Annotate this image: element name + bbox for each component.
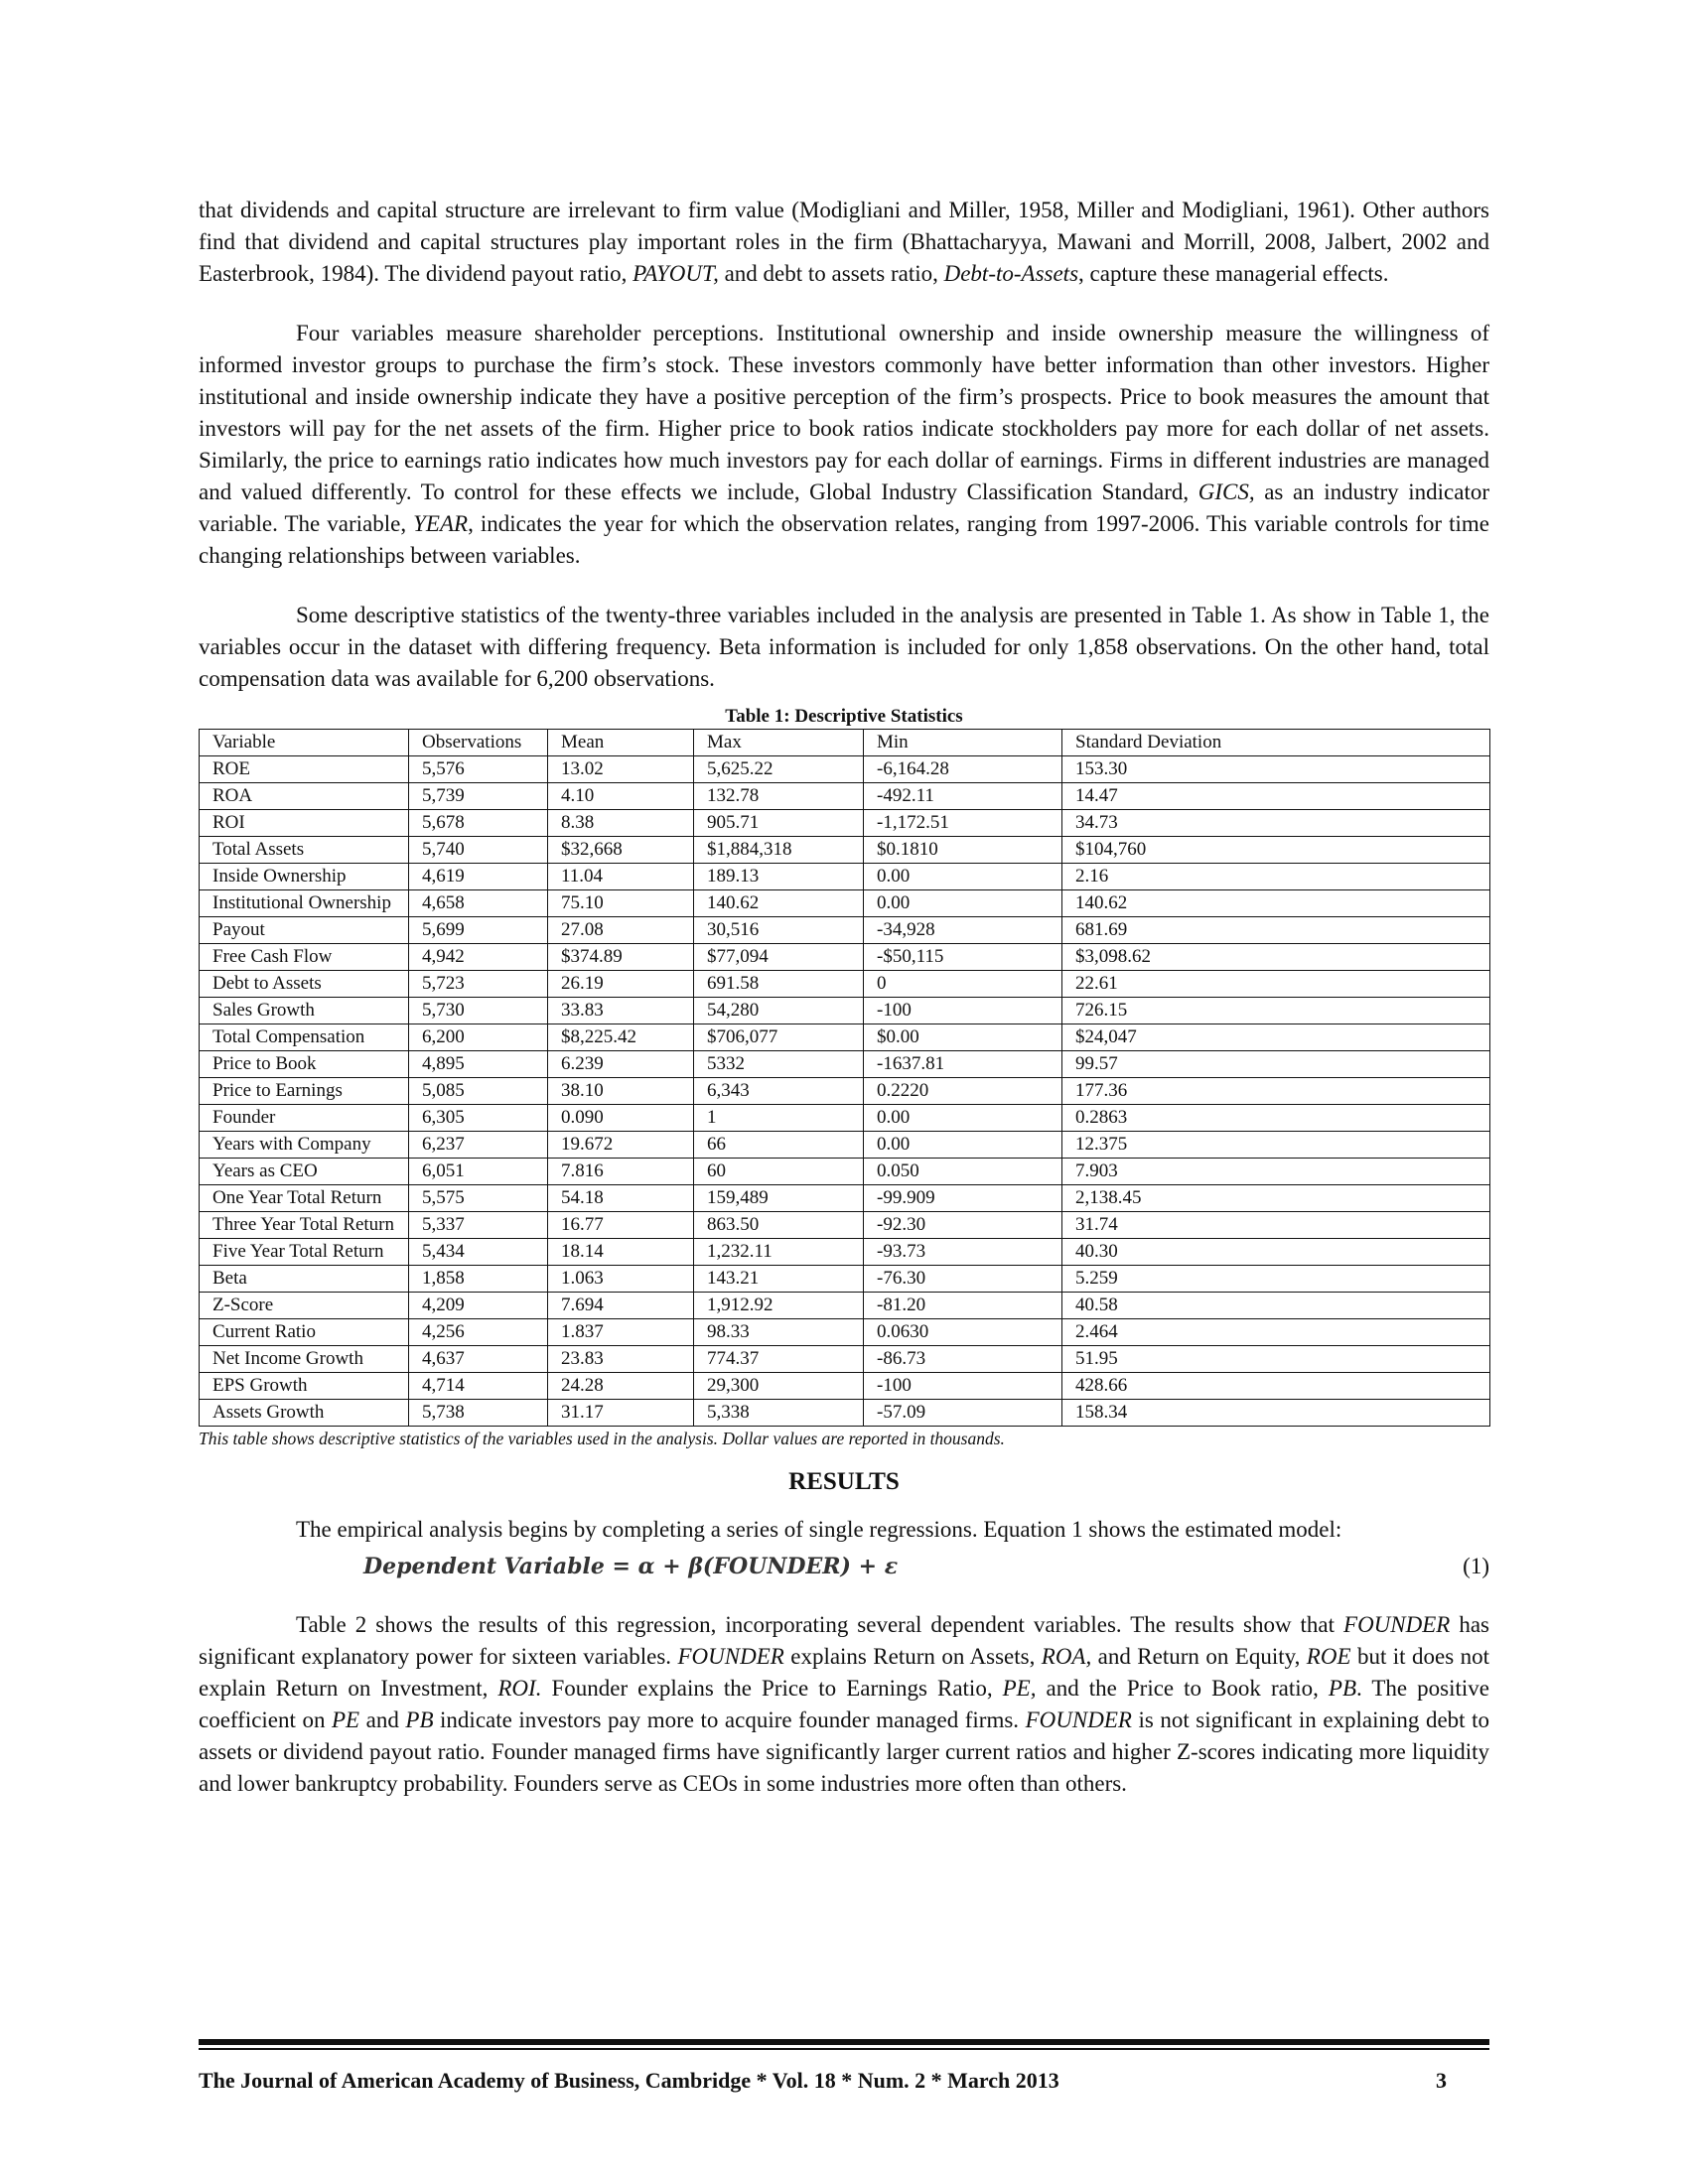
stat-cell: 5,730 [409, 998, 548, 1024]
stat-cell: 5,739 [409, 783, 548, 810]
stat-cell: 0.2863 [1062, 1105, 1490, 1132]
stat-cell: 75.10 [548, 890, 694, 917]
table-row [200, 1346, 1490, 1373]
table-row [200, 1185, 1490, 1212]
stat-cell: 98.33 [694, 1319, 864, 1346]
stat-cell: $24,047 [1062, 1024, 1490, 1051]
variable-name-cell: Assets Growth [200, 1400, 409, 1427]
variable-name-cell: Price to Earnings [200, 1078, 409, 1105]
stat-cell: 5.259 [1062, 1266, 1490, 1293]
column-header: Variable [200, 730, 409, 756]
table-row [200, 1400, 1490, 1427]
table-row [200, 1212, 1490, 1239]
stat-cell: 30,516 [694, 917, 864, 944]
stat-cell: 16.77 [548, 1212, 694, 1239]
stat-cell: 1,232.11 [694, 1239, 864, 1266]
stat-cell: 4,942 [409, 944, 548, 971]
italic-term: FOUNDER [1025, 1707, 1132, 1732]
results-paragraph [199, 1609, 1489, 1800]
italic-term: FOUNDER [677, 1644, 784, 1669]
table-row [200, 1239, 1490, 1266]
variable-name-cell: Three Year Total Return [200, 1212, 409, 1239]
text-run: but it does not explain Return on Investment, [199, 1644, 1489, 1701]
stat-cell: 13.02 [548, 756, 694, 783]
body-paragraphs [199, 195, 1489, 695]
column-header: Max [694, 730, 864, 756]
variable-name-cell: Years with Company [200, 1132, 409, 1159]
text-run: is not significant in explaining debt to assets or dividend payout ratio. Founder managed firms have significantly larger current ratios and higher Z-scores indicating more liquidity and lower bankruptcy probability. Founders serve as CEOs in some industries more often than others. [199, 1707, 1489, 1796]
stat-cell: 54,280 [694, 998, 864, 1024]
italic-term: PE, [1002, 1676, 1037, 1701]
stat-cell: 34.73 [1062, 810, 1490, 837]
text-run: has significant explanatory power for sixteen variables. [199, 1612, 1489, 1669]
stat-cell: 31.17 [548, 1400, 694, 1427]
stat-cell: 6,343 [694, 1078, 864, 1105]
stat-cell: 863.50 [694, 1212, 864, 1239]
stat-cell: 5,576 [409, 756, 548, 783]
variable-name-cell: Beta [200, 1266, 409, 1293]
stat-cell: 1,858 [409, 1266, 548, 1293]
stat-cell: -93.73 [864, 1239, 1062, 1266]
stat-cell: -1637.81 [864, 1051, 1062, 1078]
column-header: Mean [548, 730, 694, 756]
stat-cell: 0.2220 [864, 1078, 1062, 1105]
stat-cell: -1,172.51 [864, 810, 1062, 837]
stat-cell: 4.10 [548, 783, 694, 810]
variable-name-cell: Payout [200, 917, 409, 944]
stat-cell: 8.38 [548, 810, 694, 837]
stat-cell: 0.00 [864, 1132, 1062, 1159]
column-header: Standard Deviation [1062, 730, 1490, 756]
stat-cell: 99.57 [1062, 1051, 1490, 1078]
table-row [200, 837, 1490, 864]
italic-term: Debt-to-Assets [943, 261, 1079, 286]
table-row [200, 1319, 1490, 1346]
stat-cell: 11.04 [548, 864, 694, 890]
stat-cell: 29,300 [694, 1373, 864, 1400]
variable-name-cell: EPS Growth [200, 1373, 409, 1400]
journal-footer: The Journal of American Academy of Business, Cambridge * Vol. 18 * Num. 2 * March 2013 [199, 2068, 1059, 2093]
stat-cell: 24.28 [548, 1373, 694, 1400]
table-header-row [200, 730, 1490, 756]
stat-cell: 4,637 [409, 1346, 548, 1373]
stat-cell: -86.73 [864, 1346, 1062, 1373]
stat-cell: -99.909 [864, 1185, 1062, 1212]
stat-cell: 681.69 [1062, 917, 1490, 944]
table-row [200, 998, 1490, 1024]
italic-term: ROI. [497, 1676, 542, 1701]
table-row [200, 971, 1490, 998]
page-number: 3 [1436, 2068, 1447, 2093]
stat-cell: 33.83 [548, 998, 694, 1024]
stat-cell: -100 [864, 998, 1062, 1024]
stat-cell: 159,489 [694, 1185, 864, 1212]
stat-cell: -57.09 [864, 1400, 1062, 1427]
text-run: as an industry indicator variable. The variable, [199, 479, 1489, 536]
stat-cell: $8,225.42 [548, 1024, 694, 1051]
table-row [200, 1159, 1490, 1185]
stat-cell: -6,164.28 [864, 756, 1062, 783]
variable-name-cell: Years as CEO [200, 1159, 409, 1185]
italic-term: FOUNDER [1343, 1612, 1451, 1637]
stat-cell: -$50,115 [864, 944, 1062, 971]
section-heading-results: RESULTS [788, 1468, 900, 1495]
stat-cell: 31.74 [1062, 1212, 1490, 1239]
italic-term: GICS, [1197, 479, 1255, 504]
stat-cell: 2.464 [1062, 1319, 1490, 1346]
stat-cell: 19.672 [548, 1132, 694, 1159]
stat-cell: 5,575 [409, 1185, 548, 1212]
stat-cell: 140.62 [1062, 890, 1490, 917]
stat-cell: 5,085 [409, 1078, 548, 1105]
table-row [200, 1266, 1490, 1293]
variable-name-cell: Total Assets [200, 837, 409, 864]
stat-cell: 143.21 [694, 1266, 864, 1293]
stat-cell: -100 [864, 1373, 1062, 1400]
stat-cell: 14.47 [1062, 783, 1490, 810]
stat-cell: 1.837 [548, 1319, 694, 1346]
variable-name-cell: ROE [200, 756, 409, 783]
variable-name-cell: Current Ratio [200, 1319, 409, 1346]
equation-number: (1) [1463, 1554, 1489, 1578]
text-run: , indicates the year for which the observation relates, ranging from 1997-2006. This variable controls for time changing relationships between variables. [199, 511, 1489, 568]
stat-cell: 158.34 [1062, 1400, 1490, 1427]
variable-name-cell: Free Cash Flow [200, 944, 409, 971]
stat-cell: 22.61 [1062, 971, 1490, 998]
text-run: Four variables measure shareholder perceptions. Institutional ownership and inside ownership measure the willingness of informed investor groups to purchase the firm’s stock. These investors commonly have better information than other investors. Higher institutional and inside ownership indicate they have a positive perception of the firm’s prospects. Price to book measures the amount that investors will pay for the net assets of the firm. Higher price to book ratios indicate stockholders pay more for each dollar of net assets. Similarly, the price to earnings ratio indicates how much investors pay for each dollar of earnings. Firms in different industries are managed and valued differently. To control for these effects we include, Global Industry Classification Standard, [199, 321, 1489, 504]
text-run: that dividends and capital structure are irrelevant to firm value (Modigliani and Miller, 1958, Miller and Modigliani, 1961). Other authors find that dividend and capital structures play important roles in the firm (Bhattacharyya, Mawani and Morrill, 2008, Jalbert, 2002 and Easterbrook, 1984). The dividend payout ratio, [199, 198, 1489, 286]
stat-cell: 7.816 [548, 1159, 694, 1185]
variable-name-cell: Sales Growth [200, 998, 409, 1024]
text-run: Table 2 shows the results of this regression, incorporating several dependent variables. The results show that [296, 1612, 1344, 1637]
stat-cell: 5,723 [409, 971, 548, 998]
stat-cell: 726.15 [1062, 998, 1490, 1024]
table-body [200, 756, 1490, 1427]
text-run: explains Return on Assets, [783, 1644, 1042, 1669]
stat-cell: $706,077 [694, 1024, 864, 1051]
stat-cell: 4,895 [409, 1051, 548, 1078]
body-paragraph [199, 195, 1489, 290]
results-intro-paragraph: The empirical analysis begins by completing a series of single regressions. Equation 1 shows the estimated model: [296, 1517, 1342, 1542]
stat-cell: 5,338 [694, 1400, 864, 1427]
stat-cell: 691.58 [694, 971, 864, 998]
variable-name-cell: ROA [200, 783, 409, 810]
stat-cell: 6,305 [409, 1105, 548, 1132]
italic-term: ROE [1306, 1644, 1351, 1669]
stat-cell: 0.00 [864, 890, 1062, 917]
stat-cell: 5,738 [409, 1400, 548, 1427]
text-run: , capture these managerial effects. [1078, 261, 1389, 286]
table-row [200, 917, 1490, 944]
stat-cell: 51.95 [1062, 1346, 1490, 1373]
column-header: Observations [409, 730, 548, 756]
table-row [200, 864, 1490, 890]
stat-cell: 140.62 [694, 890, 864, 917]
text-run: . The positive coefficient on [199, 1676, 1489, 1732]
stat-cell: 0 [864, 971, 1062, 998]
stat-cell: 66 [694, 1132, 864, 1159]
stat-cell: $3,098.62 [1062, 944, 1490, 971]
stat-cell: 0.0630 [864, 1319, 1062, 1346]
stat-cell: 0.00 [864, 864, 1062, 890]
stat-cell: 7.903 [1062, 1159, 1490, 1185]
stat-cell: $77,094 [694, 944, 864, 971]
stat-cell: 7.694 [548, 1293, 694, 1319]
stat-cell: 905.71 [694, 810, 864, 837]
variable-name-cell: Institutional Ownership [200, 890, 409, 917]
footer-rule-thick [199, 2039, 1489, 2045]
italic-term: PB [405, 1707, 434, 1732]
table-row [200, 810, 1490, 837]
stat-cell: -76.30 [864, 1266, 1062, 1293]
stat-cell: 40.30 [1062, 1239, 1490, 1266]
stat-cell: 1 [694, 1105, 864, 1132]
stat-cell: $0.00 [864, 1024, 1062, 1051]
body-paragraph [199, 600, 1489, 695]
stat-cell: 6.239 [548, 1051, 694, 1078]
stat-cell: 6,051 [409, 1159, 548, 1185]
stat-cell: 4,209 [409, 1293, 548, 1319]
descriptive-statistics-table [199, 729, 1490, 1427]
text-run: and Return on Equity, [1091, 1644, 1307, 1669]
body-paragraph [199, 318, 1489, 572]
equation-row [199, 1554, 1489, 1593]
column-header: Min [864, 730, 1062, 756]
variable-name-cell: Five Year Total Return [200, 1239, 409, 1266]
table-title: Table 1: Descriptive Statistics [725, 706, 963, 727]
stat-cell: 54.18 [548, 1185, 694, 1212]
stat-cell: 0.050 [864, 1159, 1062, 1185]
italic-term: PE [331, 1707, 360, 1732]
variable-name-cell: Debt to Assets [200, 971, 409, 998]
table-row [200, 1051, 1490, 1078]
text-run: and [359, 1707, 406, 1732]
table-row [200, 1024, 1490, 1051]
table-row [200, 1373, 1490, 1400]
stat-cell: 2,138.45 [1062, 1185, 1490, 1212]
variable-name-cell: Founder [200, 1105, 409, 1132]
variable-name-cell: Z-Score [200, 1293, 409, 1319]
stat-cell: $104,760 [1062, 837, 1490, 864]
stat-cell: 1.063 [548, 1266, 694, 1293]
italic-term: PB [1328, 1676, 1356, 1701]
stat-cell: -92.30 [864, 1212, 1062, 1239]
variable-name-cell: ROI [200, 810, 409, 837]
italic-term: ROA, [1041, 1644, 1092, 1669]
stat-cell: 2.16 [1062, 864, 1490, 890]
stat-cell: $0.1810 [864, 837, 1062, 864]
stat-cell: 153.30 [1062, 756, 1490, 783]
stat-cell: 177.36 [1062, 1078, 1490, 1105]
italic-term: PAYOUT, [633, 261, 719, 286]
variable-name-cell: Net Income Growth [200, 1346, 409, 1373]
variable-name-cell: Total Compensation [200, 1024, 409, 1051]
table-row [200, 944, 1490, 971]
stat-cell: $1,884,318 [694, 837, 864, 864]
text-run: Some descriptive statistics of the twenty-three variables included in the analysis are presented in Table 1. As show in Table 1, the variables occur in the dataset with differing frequency. Beta information is included for only 1,858 observations. On the other hand, total compensation data was available for 6,200 observations. [199, 603, 1489, 691]
stat-cell: 60 [694, 1159, 864, 1185]
stat-cell: $32,668 [548, 837, 694, 864]
variable-name-cell: Price to Book [200, 1051, 409, 1078]
stat-cell: -492.11 [864, 783, 1062, 810]
table-row [200, 756, 1490, 783]
stat-cell: 26.19 [548, 971, 694, 998]
stat-cell: 5,740 [409, 837, 548, 864]
stat-cell: 40.58 [1062, 1293, 1490, 1319]
text-run: indicate investors pay more to acquire founder managed firms. [433, 1707, 1026, 1732]
stat-cell: 5,678 [409, 810, 548, 837]
text-run: and debt to assets ratio, [718, 261, 944, 286]
stat-cell: $374.89 [548, 944, 694, 971]
stat-cell: 23.83 [548, 1346, 694, 1373]
stat-cell: 18.14 [548, 1239, 694, 1266]
stat-cell: -81.20 [864, 1293, 1062, 1319]
table-row [200, 783, 1490, 810]
stat-cell: 774.37 [694, 1346, 864, 1373]
stat-cell: 0.090 [548, 1105, 694, 1132]
italic-term: YEAR [413, 511, 469, 536]
stat-cell: 5,434 [409, 1239, 548, 1266]
text-run: Founder explains the Price to Earnings Ratio, [541, 1676, 1003, 1701]
stat-cell: -34,928 [864, 917, 1062, 944]
stat-cell: 4,619 [409, 864, 548, 890]
variable-name-cell: One Year Total Return [200, 1185, 409, 1212]
table-row [200, 1105, 1490, 1132]
table-row [200, 1293, 1490, 1319]
table-row [200, 890, 1490, 917]
stat-cell: 5,625.22 [694, 756, 864, 783]
stat-cell: 12.375 [1062, 1132, 1490, 1159]
stat-cell: 5332 [694, 1051, 864, 1078]
stat-cell: 5,337 [409, 1212, 548, 1239]
table-row [200, 1078, 1490, 1105]
stat-cell: 1,912.92 [694, 1293, 864, 1319]
stat-cell: 4,658 [409, 890, 548, 917]
table-row [200, 1132, 1490, 1159]
stat-cell: 0.00 [864, 1105, 1062, 1132]
stat-cell: 5,699 [409, 917, 548, 944]
variable-name-cell: Inside Ownership [200, 864, 409, 890]
stat-cell: 132.78 [694, 783, 864, 810]
stat-cell: 428.66 [1062, 1373, 1490, 1400]
stat-cell: 6,200 [409, 1024, 548, 1051]
stat-cell: 38.10 [548, 1078, 694, 1105]
stat-cell: 4,256 [409, 1319, 548, 1346]
page-content [199, 195, 1489, 1828]
text-run: and the Price to Book ratio, [1036, 1676, 1329, 1701]
stat-cell: 189.13 [694, 864, 864, 890]
stat-cell: 27.08 [548, 917, 694, 944]
footer-rule-thin [199, 2048, 1489, 2050]
regression-equation: Dependent Variable = α + β(FOUNDER) + ε [363, 1554, 899, 1579]
stat-cell: 6,237 [409, 1132, 548, 1159]
stat-cell: 4,714 [409, 1373, 548, 1400]
table-note: This table shows descriptive statistics of the variables used in the analysis. Dollar values are reported in thousands. [199, 1429, 1005, 1448]
